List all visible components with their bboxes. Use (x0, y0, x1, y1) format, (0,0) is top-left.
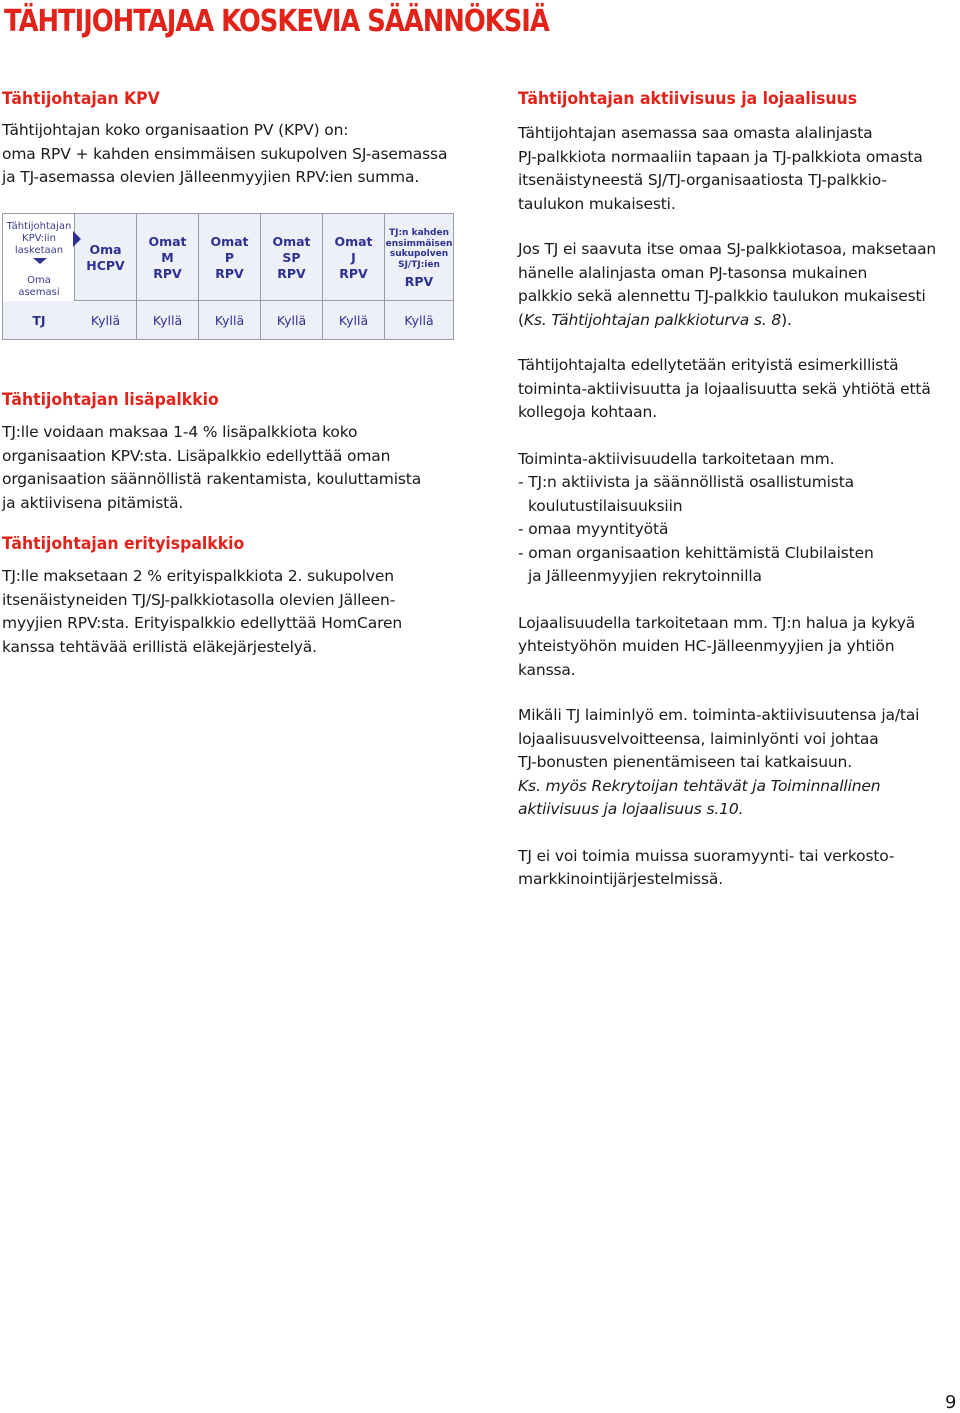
kpv-text (2, 119, 502, 190)
row-label: TJ (32, 312, 46, 328)
corner-top-label: Tähtijohtajan KPV:iin lasketaan (6, 221, 72, 256)
header-line: HCPV (86, 257, 125, 273)
header-line: SP (282, 249, 301, 265)
header-line: RPV (277, 265, 306, 281)
text-line: Tähtijohtajalta edellytetään erityistä esimerkillistä (518, 356, 899, 374)
text-line: lojaalisuusvelvoitteensa, laiminlyönti voi johtaa (518, 729, 879, 748)
table-corner-cell (3, 214, 75, 301)
paragraph (518, 448, 960, 589)
kpv-table (2, 213, 454, 340)
heading-erityispalkkio: Tähtijohtajan erityispalkkio (2, 534, 245, 553)
table-cell: Kyllä (261, 301, 323, 339)
text-line: Ks. myös Rekrytoijan tehtävät ja Toiminnallinen (518, 776, 881, 795)
paragraph (518, 612, 960, 683)
text-line: Jos TJ ei saavuta itse omaa SJ-palkkiotasoa, maksetaan (518, 240, 937, 258)
section-erityispalkkio (2, 531, 502, 659)
table-cell: Kyllä (137, 301, 199, 339)
list-item: - oman organisaation kehittämistä Clubilaisten (518, 543, 874, 562)
down-arrow-icon (33, 258, 47, 264)
header-cell (199, 214, 261, 301)
text-line: Lojaalisuudella tarkoitetaan mm. TJ:n halua ja kykyä (518, 613, 916, 632)
text-fragment: Ks. Tähtijohtajan palkkioturva s. 8 (523, 310, 782, 329)
header-line: RPV (339, 265, 368, 281)
heading-aktiivisuus: Tähtijohtajan aktiivisuus ja lojaalisuus (518, 89, 858, 108)
header-cell (75, 214, 137, 301)
text-line: ja TJ-asemassa olevien Jälleenmyyjien RPV:ien summa. (2, 168, 420, 186)
list-item: - omaa myyntityötä (518, 520, 669, 538)
text-line (518, 309, 960, 333)
text-line: yhteistyöhön muiden HC-Jälleenmyyjien ja yhtiön (518, 637, 895, 655)
section-lisapalkkio (2, 387, 502, 515)
text-line: hänelle alalinjasta oman PJ-tasonsa mukainen (518, 263, 868, 282)
header-line: TJ:n kahden (388, 228, 450, 238)
header-line: Oma (89, 241, 122, 257)
header-cell (137, 214, 199, 301)
text-line: kanssa. (518, 660, 576, 679)
header-line: Omat (272, 233, 311, 249)
text-fragment: ). (781, 310, 792, 329)
text-line: Tähtijohtajan koko organisaation PV (KPV) on: (2, 121, 349, 139)
text-line: toiminta-aktiivisuutta ja lojaalisuutta sekä yhtiötä että (518, 379, 931, 398)
text-line: kollegoja kohtaan. (518, 403, 657, 421)
list-item: ja Jälleenmyyjien rekrytoinnilla (528, 567, 762, 585)
text-line: Mikäli TJ laiminlyö em. toiminta-aktiivisuutensa ja/tai (518, 706, 920, 724)
text-line: ja aktiivisena pitämistä. (2, 493, 184, 512)
paragraph (518, 704, 960, 822)
section-kpv (2, 86, 502, 190)
paragraph (518, 122, 960, 216)
text-line: myyjien RPV:sta. Erityispalkkio edellyttää HomCaren (2, 614, 403, 632)
text-line: itsenäistyneiden TJ/SJ-palkkiotasolla olevien Jälleen- (2, 590, 396, 609)
text-line: organisaation KPV:sta. Lisäpalkkio edellyttää oman (2, 446, 391, 465)
text-line: itsenäistyneestä SJ/TJ-organisaatiosta TJ-palkkio- (518, 171, 887, 189)
left-column-lower (2, 387, 502, 659)
table-cell: Kyllä (199, 301, 261, 339)
text-line: organisaation säännöllistä rakentamista, kouluttamista (2, 470, 422, 488)
header-line: ensimmäisen (385, 238, 453, 249)
header-line: P (224, 249, 235, 265)
header-line: Omat (210, 233, 249, 249)
heading-kpv: Tähtijohtajan KPV (2, 89, 160, 108)
text-line: aktiivisuus ja lojaalisuus s.10. (518, 800, 744, 818)
text-line: TJ:lle voidaan maksaa 1-4 % lisäpalkkiota koko (2, 423, 358, 441)
text-line: markkinointijärjestelmissä. (518, 870, 723, 888)
header-line: Omat (334, 233, 373, 249)
table-cell: Kyllä (75, 301, 137, 339)
heading-lisapalkkio: Tähtijohtajan lisäpalkkio (2, 390, 219, 409)
text-line: TJ ei voi toimia muissa suoramyynti- tai verkosto- (518, 846, 895, 865)
text-line: oma RPV + kahden ensimmäisen sukupolven SJ-asemassa (2, 144, 448, 163)
header-line: RPV (215, 265, 244, 281)
lisapalkkio-text (2, 421, 502, 515)
header-line: RPV (404, 274, 434, 289)
list-item: - TJ:n aktiivista ja säännöllistä osallistumista (518, 473, 854, 491)
header-cell (385, 214, 453, 301)
text-fragment: ( (518, 310, 524, 329)
text-line: TJ:lle maksetaan 2 % erityispalkkiota 2. sukupolven (2, 567, 394, 585)
header-line: M (161, 249, 174, 265)
text-line: Tähtijohtajan asemassa saa omasta alalinjasta (518, 124, 873, 142)
text-line: taulukon mukaisesti. (518, 194, 676, 213)
text-line: TJ-bonusten pienentämiseen tai katkaisuun. (518, 753, 853, 771)
table-cell: Kyllä (323, 301, 385, 339)
paragraph (518, 354, 960, 425)
header-line: Omat (148, 233, 187, 249)
text-line: Toiminta-aktiivisuudella tarkoitetaan mm. (518, 449, 835, 468)
page-number: 9 (945, 1392, 957, 1413)
list-item: koulutustilaisuuksiin (528, 496, 683, 515)
left-column (2, 86, 502, 190)
header-line: sukupolven (389, 249, 449, 259)
page-title: TÄHTIJOHTAJAA KOSKEVIA SÄÄNNÖKSIÄ (4, 4, 549, 39)
right-column (518, 86, 960, 892)
header-line: SJ/TJ:ien (398, 259, 440, 270)
text-line: PJ-palkkiota normaaliin tapaan ja TJ-palkkiota omasta (518, 147, 923, 166)
header-line: J (351, 249, 356, 265)
erityispalkkio-text (2, 565, 502, 659)
text-line: kanssa tehtävää erillistä eläkejärjestelyä. (2, 637, 317, 656)
header-cell (323, 214, 385, 301)
text-line: palkkio sekä alennettu TJ-palkkio taulukon mukaisesti (518, 287, 926, 305)
header-cell (261, 214, 323, 301)
corner-bottom-label: Oma asemasi (18, 275, 60, 298)
header-line: RPV (153, 265, 182, 281)
paragraph (518, 845, 960, 892)
paragraph (518, 238, 960, 332)
table-cell: Kyllä (404, 312, 434, 328)
